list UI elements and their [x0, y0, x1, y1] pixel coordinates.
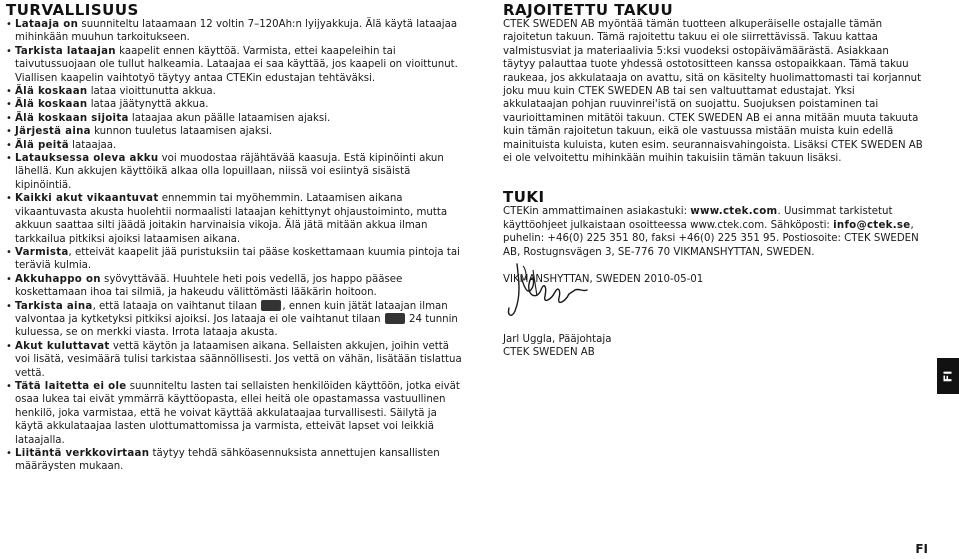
support-email-link[interactable]: info@ctek.se [833, 219, 911, 231]
safety-title: TURVALLISUUS [6, 1, 139, 19]
signer-block [503, 333, 611, 360]
support-web-link[interactable]: www.ctek.com [690, 206, 778, 218]
list-item: • Akut kuluttavat vettä käytön ja lataamisen aikana. Sellaisten akkujen, joihin vettä voi lisätä, vesimäärä tulisi tarkistaa säännöllisesti. Jos vettä on vähän, lisätään tislattua vettä. [6, 340, 462, 380]
charge-mode-icon [261, 300, 281, 311]
support-title: TUKI [503, 188, 545, 207]
date-line: VIKMANSHYTTAN, SWEDEN 2010-05-01 [503, 274, 704, 286]
list-item: • Tarkista aina, että lataaja on vaihtanut tilaan , ennen kuin jätät lataajan ilman valvontaa ja kytketyksi pitkiksi ajoiksi. Jos lataaja ei ole vaihtanut tilaan 24 tunnin kuluessa, se on merkki viasta. Irrota lataaja akusta. [6, 300, 462, 340]
list-item: • Varmista, etteivät kaapelit jää puristuksiin tai pääse koskettamaan kuumia pintoja tai teräviä kulmia. [6, 246, 462, 273]
list-item: • Latauksessa oleva akku voi muodostaa räjähtävää kaasuja. Estä kipinöinti akun lähellä. Kun akkujen käyttöikä alkaa olla lopuillaan, niissä voi esiintyä sisäistä kipinöintiä. [6, 152, 462, 192]
list-item: • Akkuhappo on syövyttävää. Huuhtele heti pois vedellä, jos happo pääsee koskettamaan ihoa tai silmiä, ja hakeudu välittömästi lääkärin hoitoon. [6, 273, 462, 300]
warranty-support-section [503, 2, 923, 287]
list-item: • Kaikki akut vikaantuvat ennemmin tai myöhemmin. Lataamisen aikana vikaantuvasta akusta huolehtii normaalisti lataajan kehittynyt ohjaustoiminto, mutta akkuun saattaa silti jäädä joitakin harvinaisia vikoja. Älä jätä mitään akkua ilman tarkkailua pitkiksi ajoiksi lataamisen aikana. [6, 192, 462, 246]
list-item: • Älä peitä lataajaa. [6, 139, 462, 152]
list-item: • Tätä laitetta ei ole suunniteltu lasten tai sellaisten henkilöiden käyttöön, jotka eivät osaa lukea tai eivät ymmärrä käyttöopasta, ellei heitä ole opastamassa vastuullinen henkilö, joka varmistaa, että he voivat käyttää akkulataajaa turvallisesti. Säilytä ja käytä akkulataajaa lasten ulottumattomissa ja varmista, etteivät lapset voi leikkiä lataajalla. [6, 380, 462, 447]
list-item: • Älä koskaan lataa jäätynyttä akkua. [6, 98, 462, 111]
signer-name: Jarl Uggla, Pääjohtaja [503, 334, 612, 345]
support-text: CTEKin ammattimainen asiakastuki: www.ctek.com. Uusimmat tarkistetut käyttöohjeet julkaistaan osoitteessa www.ctek.com. Sähköposti: info@ctek.se, puhelin: +46(0) 225 351 80, faksi +46(0) 225 351 95. Postiosoite: CTEK SWEDEN AB, Rostugnsvägen 3, SE-776 70 VIKMANSHYTTAN, SWEDEN. [503, 206, 919, 258]
safety-list [6, 18, 462, 474]
signature-image [503, 256, 613, 326]
list-item: • Älä koskaan lataa vioittunutta akkua. [6, 85, 462, 98]
footer-language: FI [915, 542, 928, 556]
warranty-text: CTEK SWEDEN AB myöntää tämän tuotteen alkuperäiselle ostajalle tämän rajoitetun takuun. Tämä rajoitettu takuu ei ole siirrettävissä. Takuu kattaa valmistusviat ja materiaalivia 5:ksi vuodeksi ostopäivämäärästä. Asiakkaan täytyy palauttaa tuote yhdessä ostotositteen kanssa ostopaikkaan. Tämä takuu raukeaa, jos akkulataaja on avattu, sitä on käsitelty huolimattomasti tai korjannut joku muu kuin CTEK SWEDEN AB tai sen valtuuttamat edustajat. Yksi akkulataajan pohjan ruuvinrei'istä on suojattu. Suojuksen poistaminen tai vaurioittaminen mitätöi takuun. CTEK SWEDEN AB ei anna mitään muuta takuuta kuin tämän rajoitetun takuun, eikä ole vastuussa mistään muista kuin edellä mainituista kuluista, kuten esim. seurannaisvahingoista. Lisäksi CTEK SWEDEN AB ei ole velvoitettu mihinkään muihin takuisiin tämän takuun lisäksi. [503, 19, 923, 165]
list-item: • Lataaja on suunniteltu lataamaan 12 voltin 7–120Ah:n lyijyakkuja. Älä käytä lataajaa mihinkään muuhun tarkoitukseen. [6, 18, 462, 45]
list-item: • Tarkista lataajan kaapelit ennen käyttöä. Varmista, ettei kaapeleihin tai taivutussuojaan ole tullut halkeamia. Lataajaa ei saa käyttää, jos kaapeli on vioittunut. Viallisen kaapelin vaihtotyö täytyy antaa CTEKin edustajan tehtäväksi. [6, 45, 462, 85]
list-item: • Liitäntä verkkovirtaan täytyy tehdä sähköasennuksista annettujen kansallisten määräysten mukaan. [6, 447, 462, 474]
safety-section [6, 2, 462, 474]
language-tab: FI [937, 358, 959, 394]
charge-mode-icon [385, 313, 405, 324]
list-item: • Älä koskaan sijoita lataajaa akun päälle lataamisen ajaksi. [6, 112, 462, 125]
warranty-title: RAJOITETTU TAKUU [503, 1, 674, 19]
signer-company: CTEK SWEDEN AB [503, 347, 595, 359]
list-item: • Järjestä aina kunnon tuuletus lataamisen ajaksi. [6, 125, 462, 138]
